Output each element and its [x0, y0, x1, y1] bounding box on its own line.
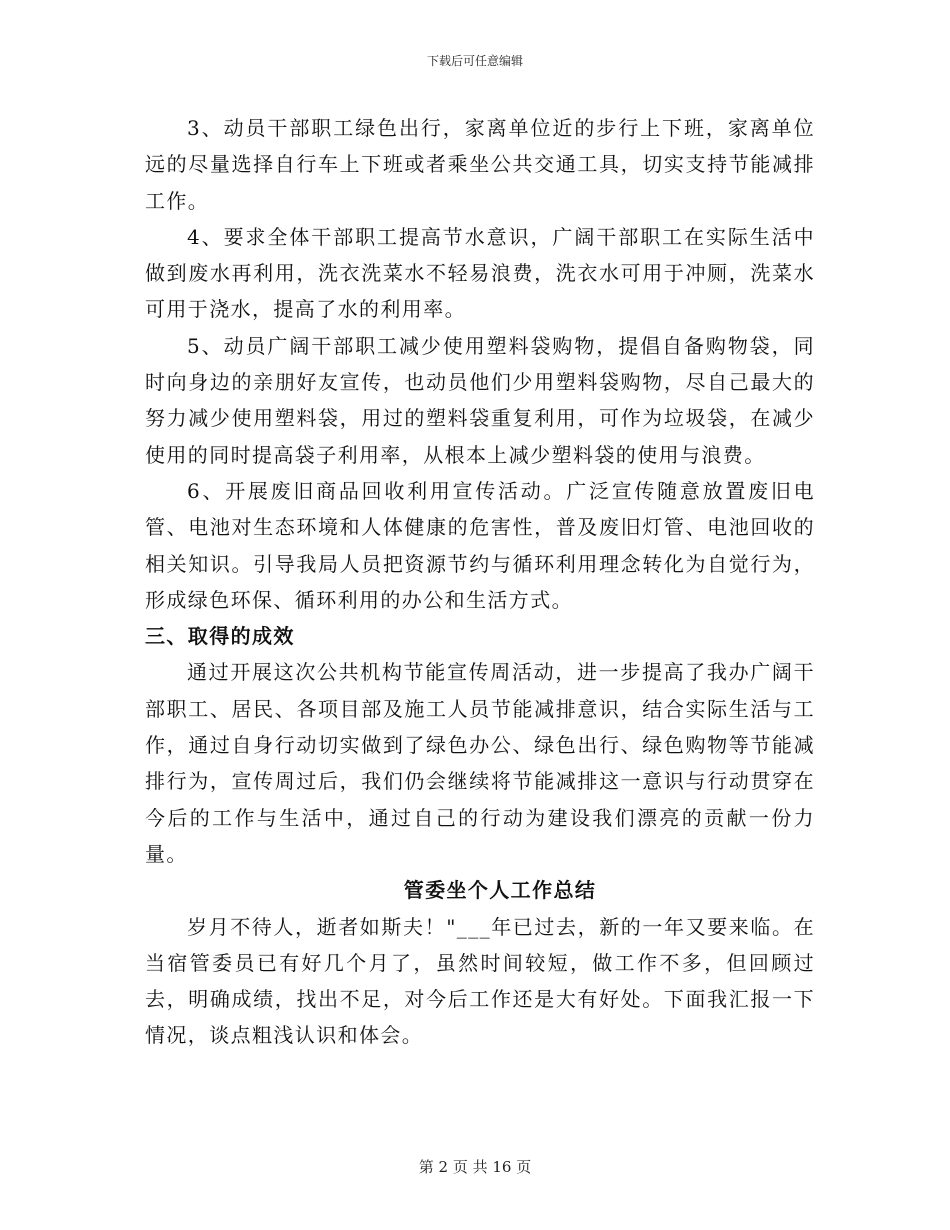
paragraph-item-4: 4、要求全体干部职工提高节水意识，广阔干部职工在实际生活中做到废水再利用，洗衣洗菜水不轻易浪费，洗衣水可用于冲厕，洗菜水可用于浇水，提高了水的利用率。: [145, 224, 815, 322]
article-title: 管委坐个人工作总结: [403, 878, 597, 903]
document-body: [145, 110, 815, 1054]
paragraph-item-5: 5、动员广阔干部职工减少使用塑料袋购物，提倡自备购物袋，同时向身边的亲朋好友宣传，也动员他们少用塑料袋购物，尽自己最大的努力减少使用塑料袋，用过的塑料袋重复利用，可作为垃圾袋，在减少使用的同时提高袋子利用率，从根本上减少塑料袋的使用与浪费。: [145, 333, 815, 467]
article-intro-paragraph: 岁月不待人，逝者如斯夫！"___年已过去，新的一年又要来临。在当宿管委员已有好几个月了，虽然时间较短，做工作不多，但回顾过去，明确成绩，找出不足，对今后工作还是大有好处。下面我汇报一下情况，谈点粗浅认识和体会。: [145, 914, 815, 1048]
paragraph-item-3: 3、动员干部职工绿色出行，家离单位近的步行上下班，家离单位远的尽量选择自行车上下班或者乘坐公共交通工具，切实支持节能减排工作。: [145, 116, 815, 213]
page-header: 下载后可任意编辑: [426, 54, 523, 68]
paragraph-item-6: 6、开展废旧商品回收利用宣传活动。广泛宣传随意放置废旧电管、电池对生态环境和人体健康的危害性，普及废旧灯管、电池回收的相关知识。引导我局人员把资源节约与循环利用理念转化为自觉行为，形成绿色环保、循环利用的办公和生活方式。: [145, 478, 815, 612]
page-footer: 第 2 页 共 16 页: [418, 1158, 532, 1176]
results-paragraph: 通过开展这次公共机构节能宣传周活动，进一步提高了我办广阔干部职工、居民、各项目部及施工人员节能减排意识，结合实际生活与工作，通过自身行动切实做到了绿色办公、绿色出行、绿色购物等节能减排行为，宣传周过后，我们仍会继续将节能减排这一意识与行动贯穿在今后的工作与生活中，通过自己的行动为建设我们漂亮的贡献一份力量。: [145, 660, 815, 866]
section-heading-results: 三、取得的成效: [145, 624, 295, 649]
